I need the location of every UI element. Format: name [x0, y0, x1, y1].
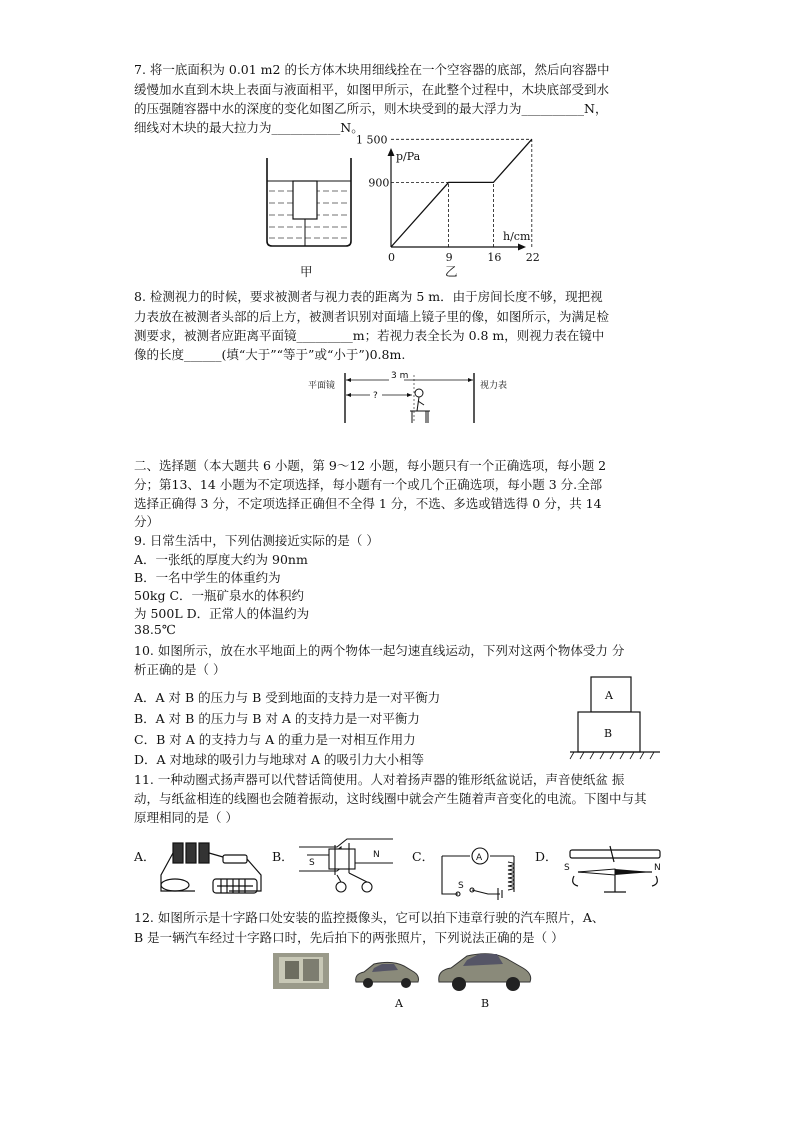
- figure-label-yi: 乙: [445, 264, 458, 279]
- section2-line-1: 二、选择题（本大题共 6 小题，第 9～12 小题，每小题只有一个正确选项，每小题 2: [134, 458, 607, 473]
- q7-line-2: 缓慢加水直到木块上表面与液面相平，如图甲所示，在此整个过程中，木块底部受到水: [134, 82, 610, 97]
- x-axis-label: h/cm: [503, 230, 531, 243]
- electromagnet-circuit-icon: [155, 835, 267, 905]
- needle-n: N: [654, 863, 661, 873]
- q11-line-2: 动，与纸盆相连的线圈也会随着振动，这时线圈中就会产生随着声音变化的电流。下图中与其: [134, 791, 647, 806]
- q9-option-a: A．一张纸的厚度大约为 90nm: [134, 552, 308, 567]
- q11-line-3: 原理相同的是（ ）: [134, 810, 238, 825]
- car-photo-a: [352, 958, 422, 990]
- photo-a-label: A: [395, 997, 403, 1010]
- x-tick-label-2: 16: [487, 251, 502, 264]
- q9-line-1: 9. 日常生活中，下列估测接近实际的是（ ）: [134, 533, 379, 548]
- q8-line-1: 8. 检测视力的时候，要求被测者与视力表的距离为 5 m．由于房间长度不够，现把视: [134, 289, 603, 304]
- q7-line-4: 细线对木块的最大拉力为___________N。: [134, 120, 364, 135]
- unknown-distance: ?: [373, 391, 378, 401]
- switch-label: S: [458, 881, 464, 891]
- surveillance-camera-photo: [273, 953, 329, 989]
- q9-option-d: 为 500L D．正常人的体温约为: [134, 606, 310, 621]
- stacked-blocks-figure: [570, 675, 670, 763]
- mirror-label: 平面镜: [308, 381, 336, 391]
- pole-n: N: [373, 850, 380, 860]
- q11-line-1: 11. 一种动圈式扬声器可以代替话筒使用。人对着扬声器的锥形纸盆说话，声音使纸盆 振: [134, 772, 625, 787]
- y-tick-label-0: 900: [368, 176, 390, 190]
- section2-line-4: 分）: [134, 514, 160, 529]
- q10-option-b: B．A 对 B 的压力与 B 对 A 的支持力是一对平衡力: [134, 711, 420, 726]
- q10-line-1: 10. 如图所示，放在水平地面上的两个物体一起匀速直线运动，下列对这两个物体受力 分: [134, 643, 625, 658]
- section2-line-2: 分；第13、14 小题为不定项选择，每小题有一个或几个正确选项，每小题 3 分.全部: [134, 477, 603, 492]
- wood-block: [293, 181, 317, 219]
- x-tick-label-1: 9: [445, 251, 453, 264]
- q9-option-d-cont: 38.5℃: [134, 622, 176, 637]
- q10-option-a: A．A 对 B 的压力与 B 受到地面的支持力是一对平衡力: [134, 690, 441, 705]
- q11-option-c-label: C．: [412, 849, 435, 864]
- q9-option-b: B．一名中学生的体重约为: [134, 570, 281, 585]
- q11-option-b-label: B．: [272, 849, 294, 864]
- figure-label-jia: 甲: [300, 264, 313, 279]
- q8-line-2: 力表放在被测者头部的后上方，被测者识别对面墙上镜子里的像，如图所示，为满足检: [134, 309, 610, 324]
- compass-needle-icon: [560, 840, 670, 902]
- q12-line-1: 12. 如图所示是十字路口处安装的监控摄像头，它可以拍下违章行驶的汽车照片，A、: [134, 910, 605, 925]
- y-axis-arrow: [388, 148, 395, 156]
- section2-line-3: 选择正确得 3 分，不定项选择正确但不全得 1 分，不选、多选或错选得 0 分，共 14: [134, 496, 602, 511]
- q10-line-2: 析正确的是（ ）: [134, 662, 226, 677]
- pole-s: S: [309, 858, 315, 868]
- x-tick-label-0: 0: [388, 251, 395, 264]
- y-axis-label: p/Pa: [396, 150, 421, 163]
- q9-option-c: 50kg C．一瓶矿泉水的体积约: [134, 588, 305, 603]
- magnet-coil-icon: [295, 835, 405, 897]
- chart-label: 视力表: [480, 381, 508, 391]
- car-photo-b: [435, 948, 535, 994]
- seated-person: [410, 389, 430, 423]
- ammeter-label: A: [476, 853, 483, 863]
- q10-option-d: D．A 对地球的吸引力与地球对 A 的吸引力大小相等: [134, 752, 424, 767]
- q11-option-a-label: A．: [134, 849, 156, 864]
- svg-text:A: A: [605, 689, 613, 702]
- x-axis-arrow: [518, 244, 526, 251]
- distance-label: 3 m: [391, 371, 409, 381]
- svg-text:B: B: [604, 727, 613, 740]
- q7-line-3: 的压强随容器中水的深度的变化如图乙所示，则木块受到的最大浮力为__________N，: [134, 101, 608, 116]
- eye-test-figure: [302, 365, 508, 437]
- q8-line-3: 测要求，被测者应距离平面镜_________m；若视力表全长为 0.8 m，则视力表在镜中: [134, 328, 605, 343]
- q10-option-c: C．B 对 A 的支持力与 A 的重力是一对相互作用力: [134, 732, 416, 747]
- solenoid-circuit-icon: [438, 840, 533, 902]
- beaker-figure: [260, 155, 360, 250]
- x-tick-label-3: 22: [525, 251, 540, 264]
- q12-line-2: B 是一辆汽车经过十字路口时，先后拍下的两张照片，下列说法正确的是（ ）: [134, 930, 564, 945]
- pressure-depth-chart: [350, 133, 540, 268]
- q7-line-1: 7. 将一底面积为 0.01 m2 的长方体木块用细线拴在一个空容器的底部，然后向容器中: [134, 62, 610, 77]
- q11-option-d-label: D．: [535, 849, 558, 864]
- photo-b-label: B: [481, 997, 490, 1010]
- needle-s: S: [564, 863, 570, 873]
- q8-line-4: 像的长度______(填“大于”“等于”或“小于”)0.8m.: [134, 347, 406, 362]
- y-tick-label-1: 1 500: [356, 133, 388, 147]
